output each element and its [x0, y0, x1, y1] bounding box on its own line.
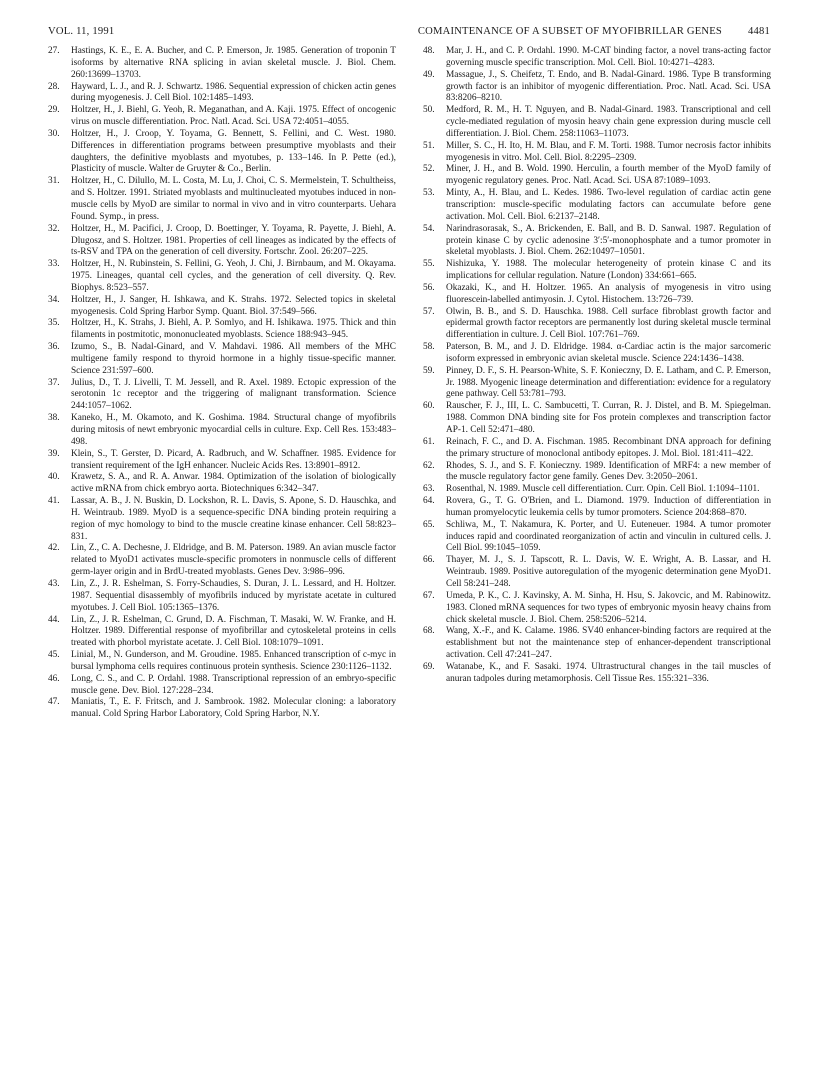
reference-item — [423, 70, 771, 106]
reference-text: Krawetz, S. A., and R. A. Anwar. 1984. Optimization of the isolation of biologically active mRNA from chick embryo aorta. Biotechniques 6:342–347. — [71, 472, 396, 495]
reference-number: 56. — [423, 282, 435, 293]
reference-number: 28. — [48, 81, 60, 92]
reference-item — [423, 224, 771, 260]
reference-text: Rosenthal, N. 1989. Muscle cell differentiation. Curr. Opin. Cell Biol. 1:1094–1101. — [446, 484, 760, 495]
reference-number: 31. — [48, 176, 60, 187]
reference-item — [423, 342, 771, 366]
reference-text: Lin, Z., J. R. Eshelman, S. Forry-Schaudies, S. Duran, J. L. Lessard, and H. Holtzer. 1987. Sequential disassembly of myofibrils induced by myristate acetate in cultured myotubes. J. Cell Biol. 105:1365–1376. — [71, 578, 396, 613]
reference-item — [423, 437, 771, 461]
reference-text: Rauscher, F. J., III, L. C. Sambucetti, T. Curran, R. J. Distel, and B. M. Spiegelman. 1988. Common DNA binding site for Fos protein complexes and transcription factor AP-1. Cell 52:471–480. — [446, 401, 771, 435]
reference-text: Pinney, D. F., S. H. Pearson-White, S. F. Konieczny, D. E. Latham, and C. P. Emerson, Jr. 1988. Myogenic lineage determination and differentiation: evidence for a regulatory gene pathway. Cell 53:781–793. — [446, 365, 771, 400]
page-number: 4481 — [748, 26, 770, 37]
reference-number: 47. — [48, 697, 60, 708]
reference-text: Medford, R. M., H. T. Nguyen, and B. Nadal-Ginard. 1983. Transcriptional and cell cycle-mediated regulation of myosin heavy chain gene expression during muscle cell differentiation. J. Biol. Chem. 258:11063–11073. — [446, 105, 771, 139]
reference-number: 69. — [423, 661, 435, 672]
reference-item — [423, 283, 771, 307]
reference-item — [48, 496, 396, 543]
reference-text: Rovera, G., T. G. O'Brien, and L. Diamond. 1979. Induction of differentiation in human promyelocytic leukemia cells by tumor promoters. Science 204:868–870. — [446, 496, 771, 518]
reference-item — [48, 82, 396, 106]
reference-number: 61. — [423, 436, 435, 447]
reference-item — [48, 224, 396, 260]
reference-item — [48, 259, 396, 295]
reference-item — [423, 164, 771, 188]
reference-text: Okazaki, K., and H. Holtzer. 1965. An analysis of myogenesis in vitro using fluorescein-labelled antimyosin. J. Cytol. Histochem. 13:726–739. — [446, 282, 771, 305]
reference-number: 67. — [423, 590, 435, 601]
reference-text: Miner, J. H., and B. Wold. 1990. Herculin, a fourth member of the MyoD family of myogenic regulatory genes. Proc. Natl. Acad. Sci. USA 87:1089–1093. — [446, 164, 771, 187]
reference-text: Thayer, M. J., S. J. Tapscott, R. L. Davis, W. E. Wright, A. B. Lassar, and H. Weintraub. 1989. Positive autoregulation of the myogenic determination gene MyoD1. Cell 58:241–248. — [446, 555, 771, 589]
reference-number: 51. — [423, 140, 435, 151]
reference-item — [423, 188, 771, 224]
reference-text: Schliwa, M., T. Nakamura, K. Porter, and U. Euteneuer. 1984. A tumor promoter induces rapid and coordinated reorganization of actin and vinculin in cultured cells. J. Cell Biol. 99:1045–1059. — [446, 519, 771, 554]
reference-text: Lassar, A. B., J. N. Buskin, D. Lockshon, R. L. Davis, S. Apone, S. D. Hauschka, and H. Weintraub. 1989. MyoD is a sequence-specific DNA binding protein requiring a region of myc homology to bind to the muscle creatine kinase enhancer. Cell 58:823–831. — [71, 496, 396, 542]
reference-text: Reinach, F. C., and D. A. Fischman. 1985. Recombinant DNA approach for defining the primary structure of monoclonal antibody epitopes. J. Mol. Biol. 181:411–422. — [446, 436, 771, 459]
reference-number: 38. — [48, 413, 60, 424]
reference-number: 42. — [48, 543, 60, 554]
reference-text: Narindrasorasak, S., A. Brickenden, E. Ball, and B. D. Sanwal. 1987. Regulation of protein kinase C by cyclic adenosine 3′:5′-monophosphate and a tumor promoter in skeletal myoblasts. J. Biol. Chem. 262:10497–10501. — [446, 223, 771, 258]
reference-text: Holtzer, H., M. Pacifici, J. Croop, D. Boettinger, Y. Toyama, R. Payette, J. Biehl, A. Dlugosz, and S. Holtzer. 1981. Properties of cell lineages as indicated by the effects of ts-RSV and TPA on the generation of cell diversity. Fortschr. Zool. 26:207–225. — [71, 223, 396, 258]
reference-number: 62. — [423, 460, 435, 471]
reference-number: 50. — [423, 105, 435, 116]
reference-text: Lin, Z., C. A. Dechesne, J. Eldridge, and B. M. Paterson. 1989. An avian muscle factor related to MyoD1 activates muscle-specific promoters in nonmuscle cells of different germ-layer origin and in BrdU-treated myoblasts. Genes Dev. 3:986–996. — [71, 543, 396, 578]
reference-text: Holtzer, H., C. Dilullo, M. L. Costa, M. Lu, J. Choi, C. S. Mermelstein, T. Schultheiss, and S. Holtzer. 1991. Striated myoblasts and multinucleated myotubes induced in non-muscle cells by MyoD are similar to normal in vivo and in vitro counterparts. Uehara Found. Symp., in press. — [71, 176, 396, 222]
reference-text: Umeda, P. K., C. J. Kavinsky, A. M. Sinha, H. Hsu, S. Jakovcic, and M. Rabinowitz. 1983. Cloned mRNA sequences for two types of embryonic myosin heavy chains from chick skeletal muscle. J. Biol. Chem. 258:5206–5214. — [446, 590, 771, 625]
reference-number: 60. — [423, 401, 435, 412]
reference-item — [423, 461, 771, 485]
article-title: COMAINTENANCE OF A SUBSET OF MYOFIBRILLAR GENES — [417, 26, 722, 37]
reference-number: 52. — [423, 164, 435, 175]
reference-item — [423, 484, 771, 496]
reference-number: 63. — [423, 484, 435, 495]
reference-text: Massague, J., S. Cheifetz, T. Endo, and B. Nadal-Ginard. 1986. Type B transforming growth factor is an inhibitor of myogenic differentiation. Proc. Natl. Acad. Sci. USA 83:8206–8210. — [446, 69, 771, 104]
reference-item — [48, 615, 396, 651]
reference-number: 45. — [48, 650, 60, 661]
reference-number: 40. — [48, 472, 60, 483]
reference-number: 64. — [423, 496, 435, 507]
header-title-block — [208, 26, 770, 37]
reference-item — [48, 318, 396, 342]
reference-item — [48, 650, 396, 674]
reference-item — [423, 555, 771, 591]
reference-number: 35. — [48, 318, 60, 329]
reference-number: 59. — [423, 365, 435, 376]
reference-item — [48, 413, 396, 449]
reference-number: 66. — [423, 555, 435, 566]
reference-number: 33. — [48, 259, 60, 270]
reference-number: 36. — [48, 342, 60, 353]
reference-text: Holtzer, H., J. Croop, Y. Toyama, G. Bennett, S. Fellini, and C. West. 1980. Differences in differentiation programs between presumptive myoblasts and their daughters, the definitive myoblasts and myotubes, p. 133–146. In P. Pette (ed.), Plasticity of muscle. Walter de Gruyter & Co., Berlin. — [71, 128, 396, 175]
reference-text: Paterson, B. M., and J. D. Eldridge. 1984. α-Cardiac actin is the major sarcomeric isoform expressed in embryonic avian skeletal muscle. Science 224:1436–1438. — [446, 342, 771, 364]
reference-text: Hastings, K. E., E. A. Bucher, and C. P. Emerson, Jr. 1985. Generation of troponin T isoforms by alternative RNA splicing in avian skeletal muscle. J. Biol. Chem. 260:13699–13703. — [71, 46, 396, 80]
running-header — [48, 26, 770, 42]
reference-number: 55. — [423, 259, 435, 270]
reference-item — [423, 307, 771, 343]
reference-text: Minty, A., H. Blau, and L. Kedes. 1986. Two-level regulation of cardiac actin gene transcription: muscle-specific modulating factors can accumulate before gene activation. Mol. Cell. Biol. 6:2137–2148. — [446, 188, 771, 222]
reference-item — [423, 105, 771, 141]
reference-item — [423, 626, 771, 662]
reference-number: 39. — [48, 448, 60, 459]
reference-item — [48, 378, 396, 414]
reference-number: 65. — [423, 519, 435, 530]
reference-number: 30. — [48, 128, 60, 139]
reference-number: 57. — [423, 306, 435, 317]
reference-item — [48, 342, 396, 378]
reference-number: 37. — [48, 377, 60, 388]
reference-item — [48, 295, 396, 319]
reference-text: Wang, X.-F., and K. Calame. 1986. SV40 enhancer-binding factors are required at the establishment but not the maintenance step of enhancer-dependent transcriptional activation. Cell 47:241–247. — [446, 626, 771, 661]
reference-text: Holtzer, H., J. Sanger, H. Ishkawa, and K. Strahs. 1972. Selected topics in skeletal myogenesis. Cold Spring Harbor Symp. Quant. Biol. 37:549–566. — [71, 294, 396, 317]
reference-text: Miller, S. C., H. Ito, H. M. Blau, and F. M. Torti. 1988. Tumor necrosis factor inhibits myogenesis in vitro. Mol. Cell. Biol. 8:2295–2309. — [446, 140, 771, 163]
reference-text: Holtzer, H., K. Strahs, J. Biehl, A. P. Somlyo, and H. Ishikawa. 1975. Thick and thin filaments in postmitotic, mononucleated myoblasts. Science 188:943–945. — [71, 318, 396, 341]
reference-number: 27. — [48, 46, 60, 56]
reference-text: Nishizuka, Y. 1988. The molecular heterogeneity of protein kinase C and its implications for cellular regulation. Nature (London) 334:661–665. — [446, 259, 771, 282]
reference-text: Julius, D., T. J. Livelli, T. M. Jessell, and R. Axel. 1989. Ectopic expression of the serotonin 1c receptor and the triggering of malignant transformation. Science 244:1057–1062. — [71, 377, 396, 412]
reference-text: Lin, Z., J. R. Eshelman, C. Grund, D. A. Fischman, T. Masaki, W. W. Franke, and H. Holtzer. 1989. Differential response of myofibrillar and cytoskeletal proteins in cells treated with phorbol myristate acetate. J. Cell Biol. 108:1079–1091. — [71, 614, 396, 649]
reference-text: Klein, S., T. Gerster, D. Picard, A. Radbruch, and W. Schaffner. 1985. Evidence for transient requirement of the IgH enhancer. Nucleic Acids Res. 13:8901–8912. — [71, 448, 396, 471]
reference-text: Watanabe, K., and F. Sasaki. 1974. Ultrastructural changes in the tail muscles of anuran tadpoles during metamorphosis. Cell Tissue Res. 155:321–336. — [446, 661, 771, 684]
reference-text: Olwin, B. B., and S. D. Hauschka. 1988. Cell surface fibroblast growth factor and epidermal growth factor receptors are permanently lost during skeletal muscle terminal differentiation in culture. J. Cell Biol. 107:761–769. — [446, 306, 771, 341]
reference-item — [48, 129, 396, 176]
reference-item — [423, 141, 771, 165]
reference-item — [423, 662, 771, 686]
reference-item — [48, 579, 396, 615]
reference-number: 41. — [48, 496, 60, 507]
reference-number: 68. — [423, 626, 435, 637]
reference-number: 32. — [48, 223, 60, 234]
reference-item — [48, 46, 396, 82]
reference-text: Rhodes, S. J., and S. F. Konieczny. 1989. Identification of MRF4: a new member of the muscle regulatory factor gene family. Genes Dev. 3:2050–2061. — [446, 460, 771, 483]
reference-text: Holtzer, H., J. Biehl, G. Yeoh, R. Meganathan, and A. Kaji. 1975. Effect of oncogenic virus on muscle differentiation. Proc. Natl. Acad. Sci. USA 72:4051–4055. — [71, 105, 396, 128]
reference-column-left — [48, 46, 396, 721]
reference-number: 29. — [48, 105, 60, 116]
reference-item — [423, 401, 771, 437]
reference-number: 44. — [48, 614, 60, 625]
reference-text: Long, C. S., and C. P. Ordahl. 1988. Transcriptional repression of an embryo-specific muscle gene. Dev. Biol. 127:228–234. — [71, 673, 396, 696]
reference-text: Kaneko, H., M. Okamoto, and K. Goshima. 1984. Structural change of myofibrils during mitosis of newt embryonic myocardial cells in culture. Exp. Cell Res. 153:483–498. — [71, 413, 396, 447]
reference-item — [48, 472, 396, 496]
reference-item — [423, 259, 771, 283]
reference-item — [423, 46, 771, 70]
reference-item — [423, 591, 771, 627]
reference-item — [423, 520, 771, 556]
reference-item — [48, 543, 396, 579]
reference-number: 48. — [423, 46, 435, 56]
reference-column-right — [423, 46, 771, 686]
reference-text: Holtzer, H., N. Rubinstein, S. Fellini, G. Yeoh, J. Chi, J. Birnbaum, and M. Okayama. 1975. Lineages, quantal cell cycles, and the generation of cell diversity. Q. Rev. Biophys. 8:523–557. — [71, 259, 396, 293]
reference-item — [48, 176, 396, 223]
reference-number: 49. — [423, 69, 435, 80]
reference-number: 43. — [48, 578, 60, 589]
reference-item — [48, 449, 396, 473]
volume-label: VOL. 11, 1991 — [48, 26, 115, 37]
reference-number: 53. — [423, 188, 435, 199]
reference-item — [423, 496, 771, 520]
reference-text: Mar, J. H., and C. P. Ordahl. 1990. M-CAT binding factor, a novel trans-acting factor governing muscle specific transcription. Mol. Cell. Biol. 10:4271–4283. — [446, 46, 771, 68]
reference-item — [48, 674, 396, 698]
reference-item — [48, 697, 396, 721]
reference-item — [423, 366, 771, 402]
reference-text: Hayward, L. J., and R. J. Schwartz. 1986. Sequential expression of chicken actin genes during myogenesis. J. Cell Biol. 102:1485–1493. — [71, 81, 396, 104]
reference-number: 46. — [48, 673, 60, 684]
reference-number: 58. — [423, 342, 435, 353]
reference-number: 54. — [423, 223, 435, 234]
reference-text: Linial, M., N. Gunderson, and M. Groudine. 1985. Enhanced transcription of c-myc in bursal lymphoma cells requires continuous protein synthesis. Science 230:1126–1132. — [71, 650, 396, 672]
reference-text: Maniatis, T., E. F. Fritsch, and J. Sambrook. 1982. Molecular cloning: a laboratory manual. Cold Spring Harbor Laboratory, Cold Spring Harbor, N.Y. — [71, 697, 396, 720]
reference-text: Izumo, S., B. Nadal-Ginard, and V. Mahdavi. 1986. All members of the MHC multigene family respond to thyroid hormone in a highly tissue-specific manner. Science 231:597–600. — [71, 342, 396, 376]
reference-item — [48, 105, 396, 129]
reference-number: 34. — [48, 294, 60, 305]
